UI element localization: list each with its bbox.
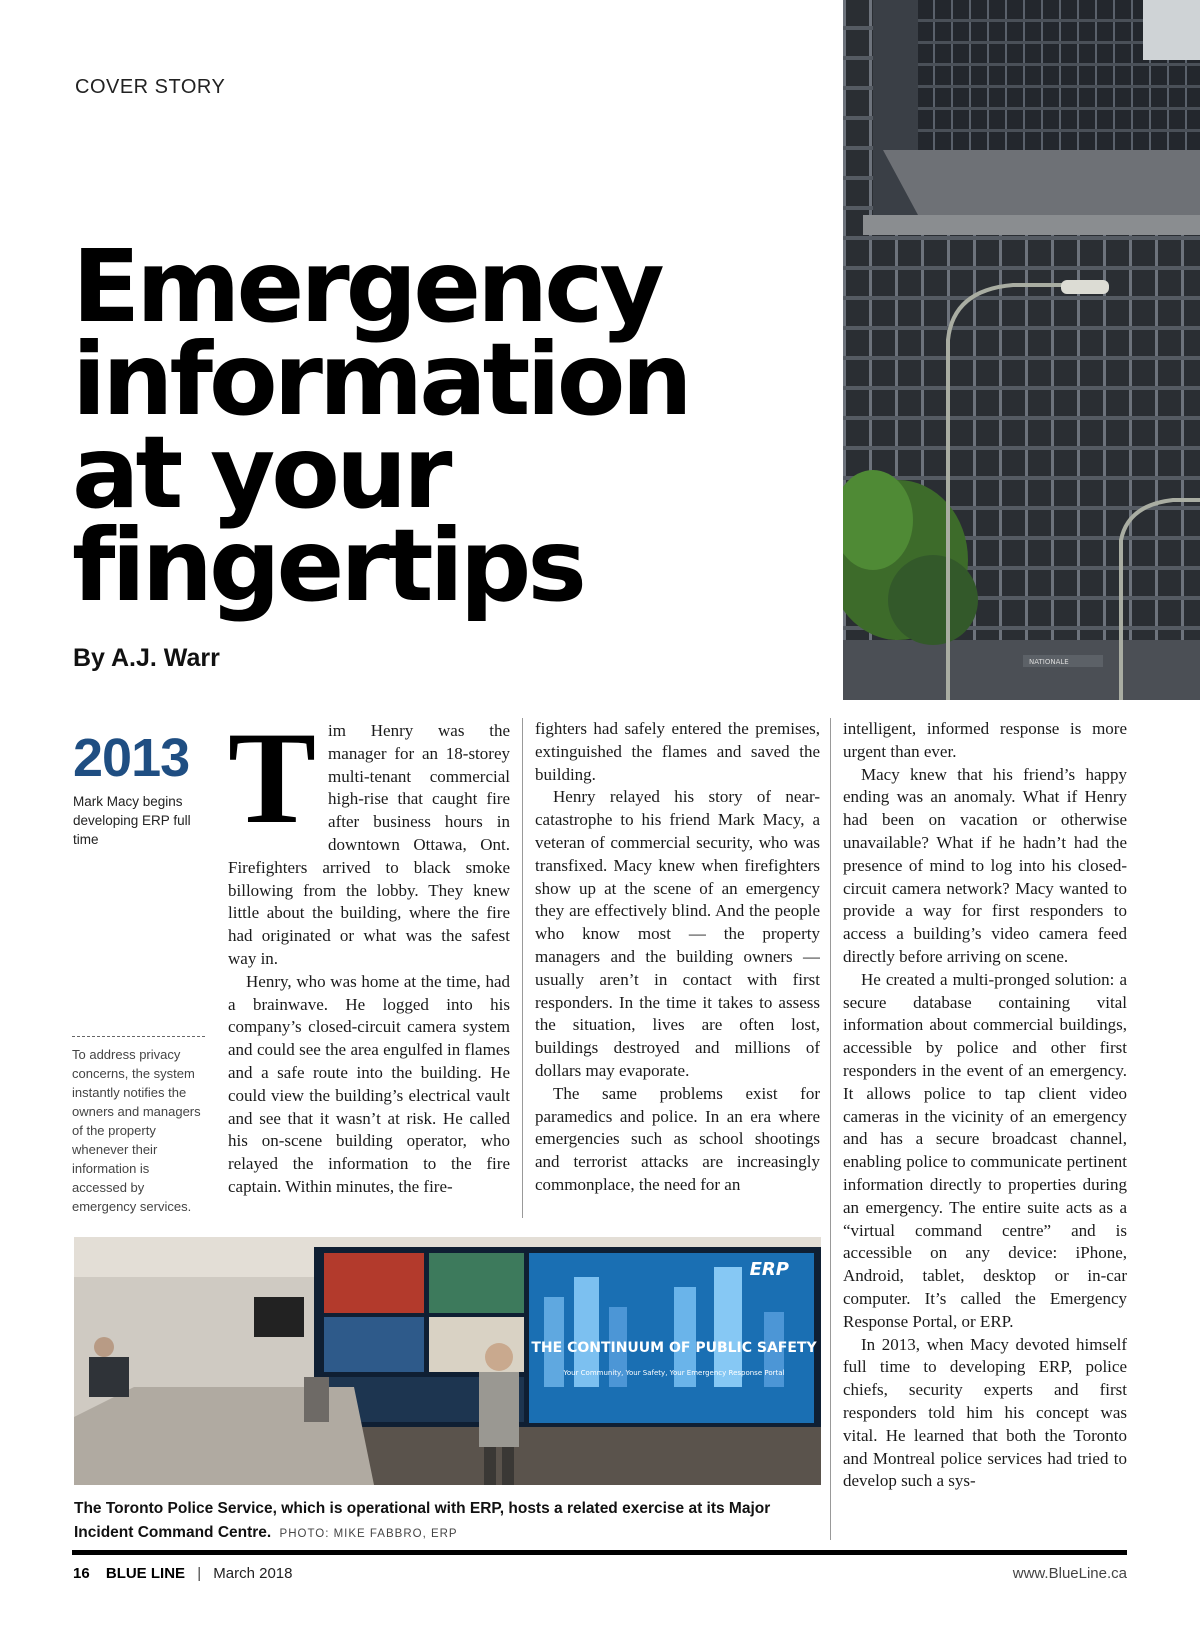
- footer-url[interactable]: www.BlueLine.ca: [1012, 1565, 1127, 1582]
- hero-photo-building: [843, 0, 1200, 700]
- article-paragraph: Henry relayed his story of near-catastrophe to his friend Mark Macy, a veteran of commercial security, who was transfixed. Macy knew when firefighters show up at the scene of an emergency they are effectively blind. And the people who know most — the property managers and the building owners — usually aren’t in contact with first responders. In the time it takes to assess the situation, lives are often lost, buildings destroyed and millions of dollars may evaporate.: [535, 787, 820, 1080]
- article-column-3: [843, 718, 1127, 1540]
- sidebar-privacy-note: To address privacy concerns, the system instantly notifies the owners and managers of the property whenever their information is accessed by emergency services.: [72, 1047, 201, 1214]
- article-paragraph: Macy knew that his friend’s happy ending was an anomaly. What if Henry had been on vacation or otherwise unavailable? What if he hadn’t had the presence of mind to log into his closed-circuit camera network? Macy wanted to provide a way for first responders to access a building’s video camera feed directly before arriving on scene.: [843, 764, 1127, 966]
- column-divider: [522, 718, 523, 1218]
- caption-text: The Toronto Police Service, which is operational with ERP, hosts a related exercise at its Major Incident Command Centre.: [74, 1500, 771, 1541]
- article-paragraph: He created a multi-pronged solution: a secure database containing vital information about commercial buildings, accessible by police and other first responders in the event of an emergency. It allows police to tap client video cameras in the vicinity of an emergency and has a secure broadcast channel, enabling police to communicate pertinent information directly to properties during an emergency. The entire suite acts as a “virtual command centre” and is accessible on any device: iPhone, Android, tablet, desktop or in-car computer. It’s called the Emergency Response Portal, or ERP.: [843, 969, 1127, 1331]
- headline-line: information: [72, 321, 689, 438]
- sidebar-year-note: Mark Macy begins developing ERP full time: [73, 794, 191, 847]
- byline: By A.J. Warr: [73, 644, 220, 672]
- article-paragraph: In 2013, when Macy devoted himself full time to developing ERP, police chiefs, security experts and first responders told him his concept was vital. He learned that both the Toronto and Montreal police services had tried to develop such a sys-: [843, 1334, 1127, 1491]
- article-paragraph: im Henry was the manager for an 18-storey multi-tenant commercial high-rise that caught fire after business hours in downtown Ottawa, Ont. Firefighters arrived to black smoke billowing from the lobby. They knew little about the building, where the fire had originated or what was the safest way in.: [228, 721, 510, 968]
- footer-rule: [72, 1550, 1127, 1555]
- headline-line: Emergency: [72, 228, 661, 345]
- command-centre-photo: [74, 1237, 821, 1485]
- erp-logo: ERP: [749, 1259, 789, 1280]
- headline-line: at your: [72, 414, 449, 531]
- command-centre-illustration: [74, 1237, 821, 1485]
- headline-line: fingertips: [72, 507, 583, 624]
- article-paragraph: The same problems exist for paramedics and police. In an era where emergencies such as school shootings and terrorist attacks are increasingly commonplace, the need for an: [535, 1083, 820, 1194]
- sidebar-year: 2013: [73, 728, 190, 788]
- photo-caption: [74, 1497, 821, 1545]
- building-illustration: [843, 0, 1200, 700]
- article-column-1: [228, 720, 510, 1220]
- article-paragraph: intelligent, informed response is more urgent than ever.: [843, 719, 1127, 761]
- column-divider: [830, 718, 831, 1540]
- page-number: 16: [73, 1565, 90, 1582]
- footer-left: [73, 1565, 293, 1582]
- screen-subtitle: Your Community, Your Safety, Your Emergency Response Portal: [563, 1369, 785, 1377]
- issue-date: March 2018: [213, 1565, 293, 1582]
- screen-title: THE CONTINUUM OF PUBLIC SAFETY: [531, 1340, 817, 1356]
- section-label: COVER STORY: [75, 76, 226, 98]
- drop-cap: T: [228, 720, 317, 851]
- article-column-2: [535, 718, 820, 1220]
- article-paragraph: Henry, who was home at the time, had a brainwave. He logged into his company’s closed-circuit camera system and could see the area engulfed in flames and a safe route into the building. He could view the building’s electrical vault and see that it wasn’t at risk. He called his on-scene building operator, who relayed the information to the fire captain. Within minutes, the fire-: [228, 971, 510, 1196]
- building-sign: NATIONALE: [1029, 658, 1069, 666]
- photo-credit: PHOTO: MIKE FABBRO, ERP: [279, 1528, 458, 1540]
- magazine-name: BLUE LINE: [105, 1565, 186, 1582]
- footer-separator: |: [197, 1565, 202, 1582]
- sidebar-divider: [72, 1036, 205, 1037]
- article-paragraph: fighters had safely entered the premises, extinguished the flames and saved the building.: [535, 719, 820, 784]
- headline: [72, 228, 712, 624]
